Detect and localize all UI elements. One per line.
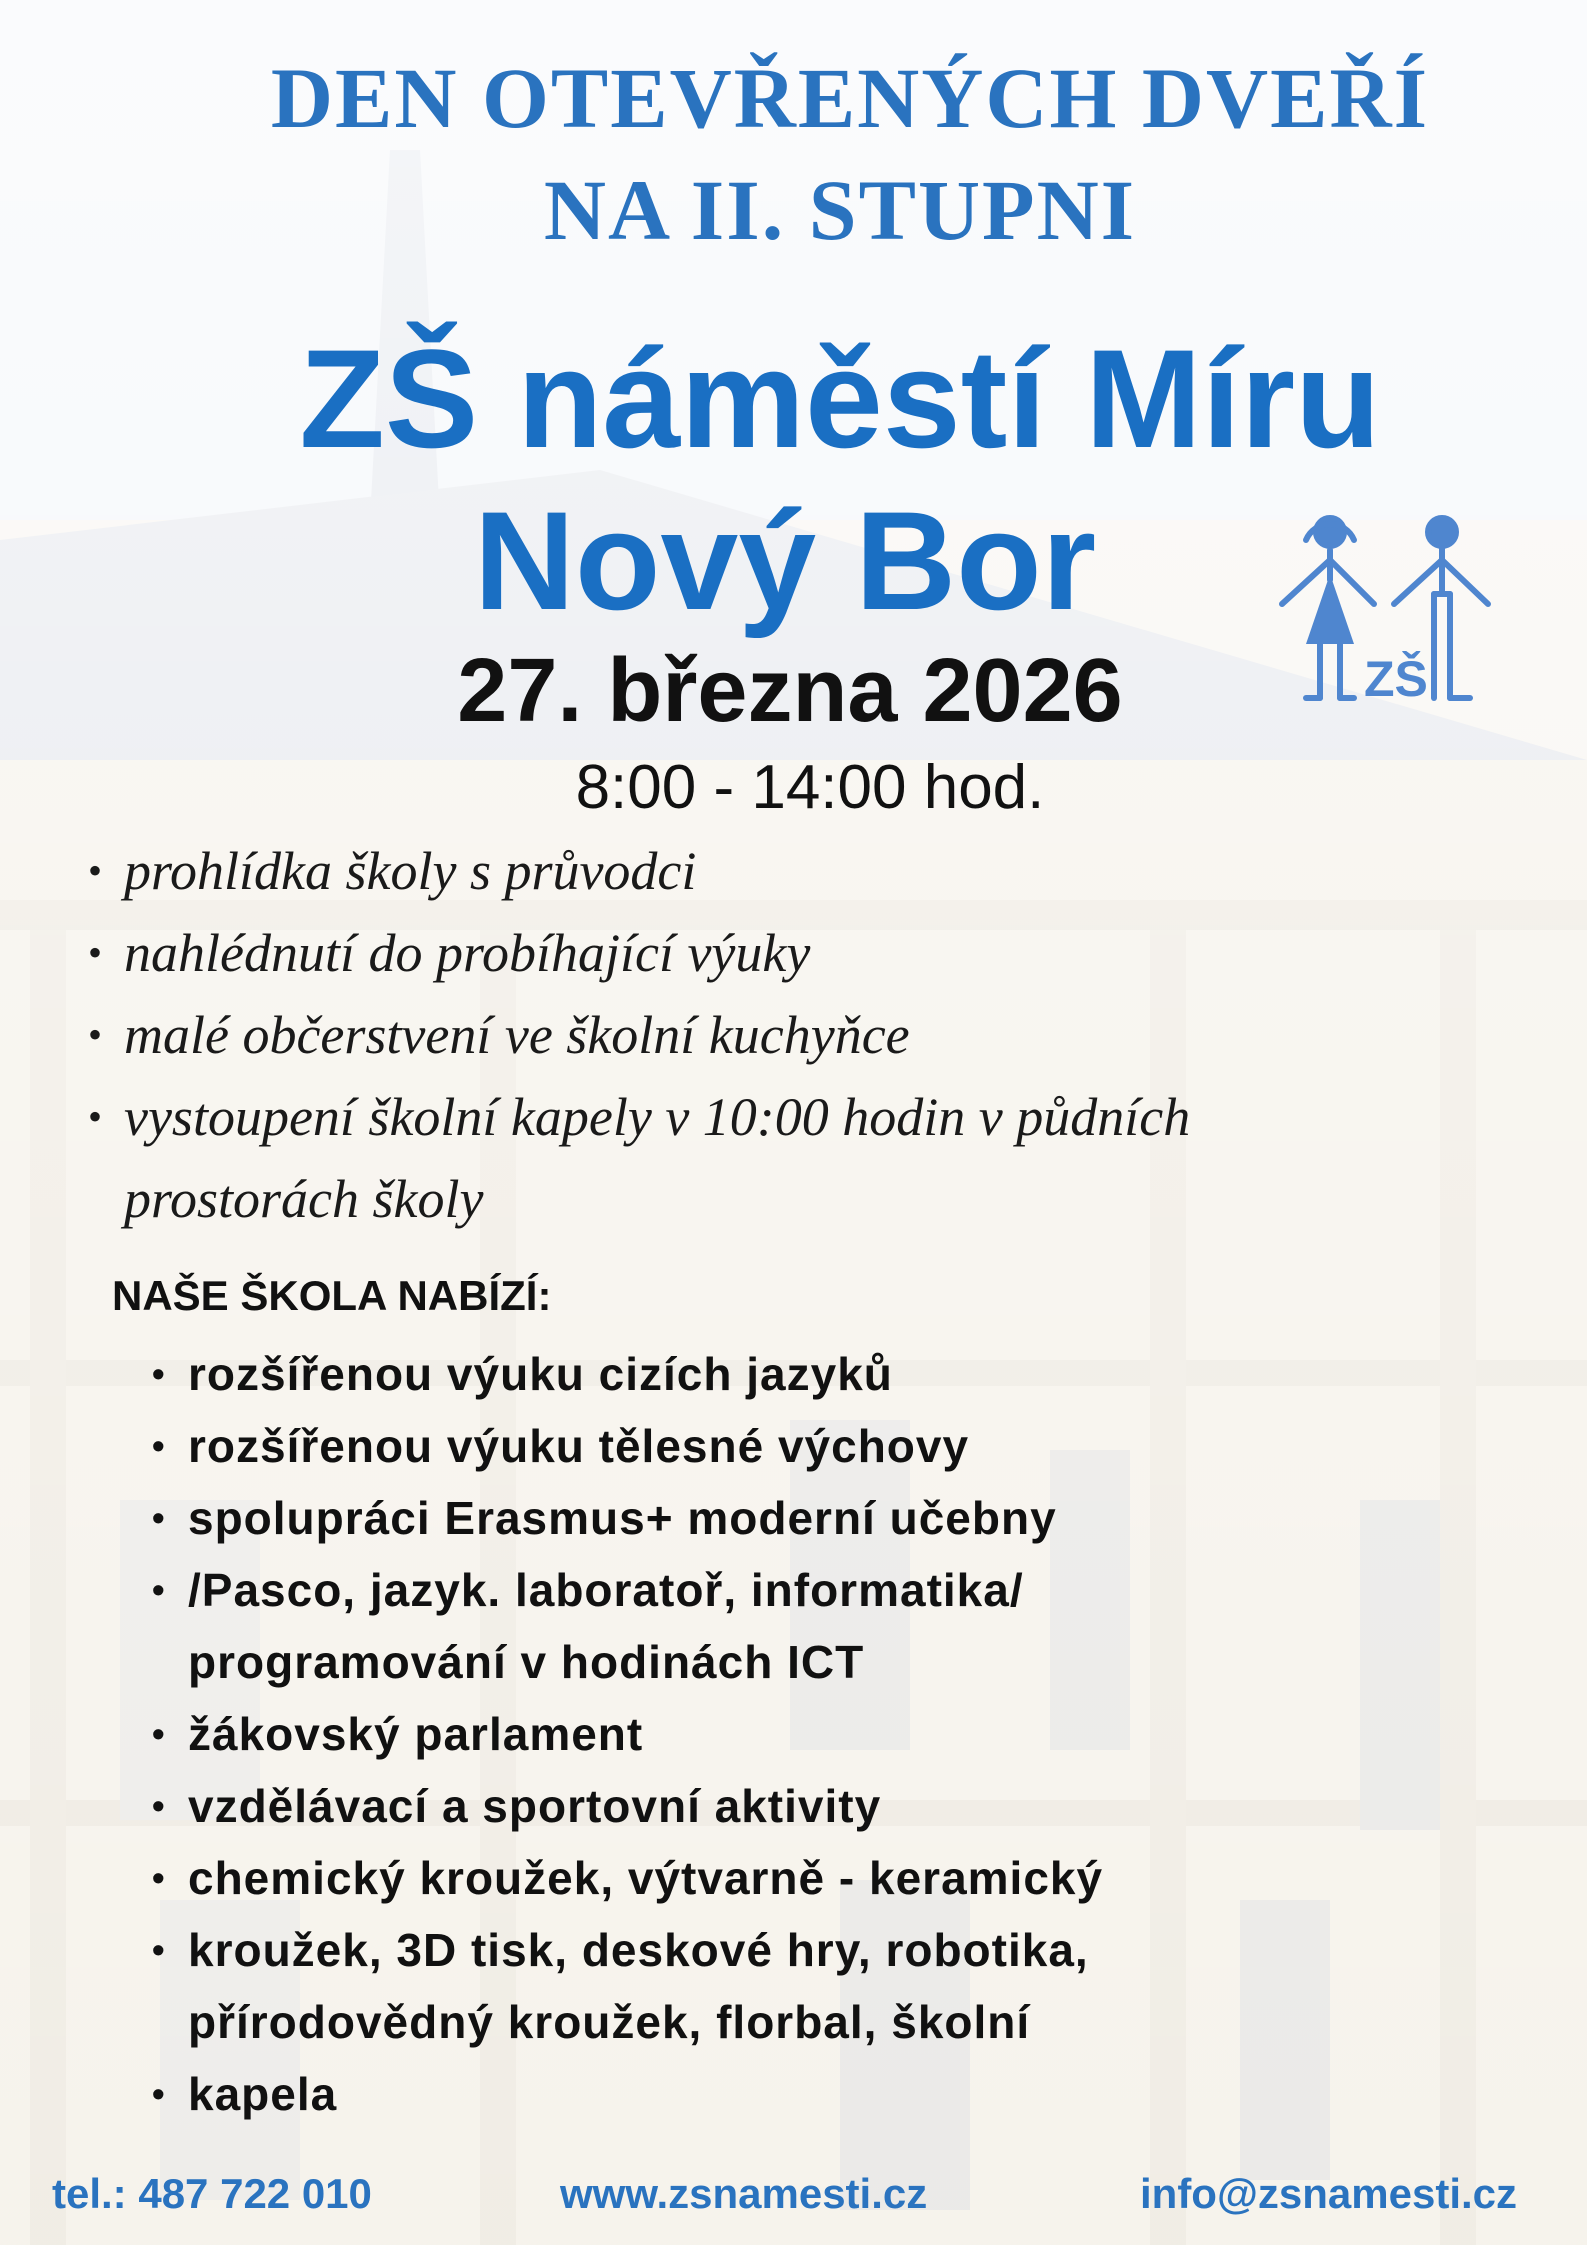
bullet-icon: • — [88, 1094, 103, 1139]
program-item-text: nahlédnutí do probíhající výuky — [124, 923, 811, 983]
bullet-icon: • — [152, 1713, 166, 1754]
list-item-continuation — [88, 1158, 1190, 1240]
list-item — [152, 1842, 1103, 1914]
offer-item-text: spolupráci Erasmus+ moderní učebny — [188, 1492, 1057, 1544]
list-item — [88, 1076, 1190, 1158]
event-date: 27. března 2026 — [457, 641, 1123, 741]
event-time: 8:00 - 14:00 hod. — [575, 753, 1045, 822]
list-item — [152, 1914, 1103, 1986]
list-item — [152, 1770, 1103, 1842]
list-item — [88, 830, 1190, 912]
offer-item-text: kapela — [188, 2068, 338, 2120]
list-item — [88, 912, 1190, 994]
list-item-continuation — [152, 1626, 1103, 1698]
footer-email-link[interactable]: info@zsnamesti.cz — [1140, 2170, 1518, 2217]
offer-item-text: žákovský parlament — [188, 1708, 644, 1760]
bullet-icon: • — [152, 1425, 166, 1466]
program-item-text: prohlídka školy s průvodci — [124, 841, 697, 901]
bullet-icon: • — [152, 1497, 166, 1538]
offer-list — [152, 1338, 1103, 2130]
logo-text: ZŠ — [1364, 651, 1428, 707]
program-list — [88, 830, 1190, 1240]
offer-item-text: vzdělávací a sportovní aktivity — [188, 1780, 882, 1832]
list-item — [152, 1410, 1103, 1482]
footer-website-link[interactable]: www.zsnamesti.cz — [560, 2170, 928, 2217]
offer-item-text: rozšířenou výuku cizích jazyků — [188, 1348, 893, 1400]
event-heading-line2: NA II. STUPNI — [543, 162, 1137, 258]
footer-phone[interactable]: tel.: 487 722 010 — [52, 2170, 372, 2217]
list-item — [152, 2058, 1103, 2130]
program-item-text: vystoupení školní kapely v 10:00 hodin v půdních — [124, 1087, 1191, 1147]
offer-item-text: chemický kroužek, výtvarně - keramický — [188, 1852, 1104, 1904]
list-item — [152, 1698, 1103, 1770]
school-children-logo-icon — [1262, 484, 1500, 734]
bullet-icon: • — [152, 1353, 166, 1394]
list-item — [152, 1554, 1103, 1626]
offer-item-text: kroužek, 3D tisk, deskové hry, robotika, — [188, 1924, 1089, 1976]
event-heading-line1: DEN OTEVŘENÝCH DVEŘÍ — [270, 50, 1430, 146]
bullet-icon: • — [152, 1857, 166, 1898]
bullet-icon: • — [152, 2073, 166, 2114]
program-item-text: prostorách školy — [124, 1169, 484, 1229]
program-item-text: malé občerstvení ve školní kuchyňce — [124, 1005, 910, 1065]
list-item — [152, 1482, 1103, 1554]
bullet-icon: • — [152, 1929, 166, 1970]
offer-item-text: /Pasco, jazyk. laboratoř, informatika/ — [188, 1564, 1024, 1616]
school-name-line1: ZŠ náměstí Míru — [299, 320, 1381, 477]
bullet-icon: • — [88, 930, 103, 975]
bullet-icon: • — [152, 1785, 166, 1826]
list-item-continuation — [152, 1986, 1103, 2058]
offer-item-text: rozšířenou výuku tělesné výchovy — [188, 1420, 970, 1472]
list-item — [152, 1338, 1103, 1410]
school-name-line2: Nový Bor — [473, 482, 1097, 639]
offer-title: NAŠE ŠKOLA NABÍZÍ: — [112, 1272, 552, 1319]
bullet-icon: • — [88, 1012, 103, 1057]
offer-item-text: přírodovědný kroužek, florbal, školní — [188, 1996, 1031, 2048]
bullet-icon: • — [152, 1569, 166, 1610]
bullet-icon: • — [88, 848, 103, 893]
list-item — [88, 994, 1190, 1076]
offer-item-text: programování v hodinách ICT — [188, 1636, 865, 1688]
